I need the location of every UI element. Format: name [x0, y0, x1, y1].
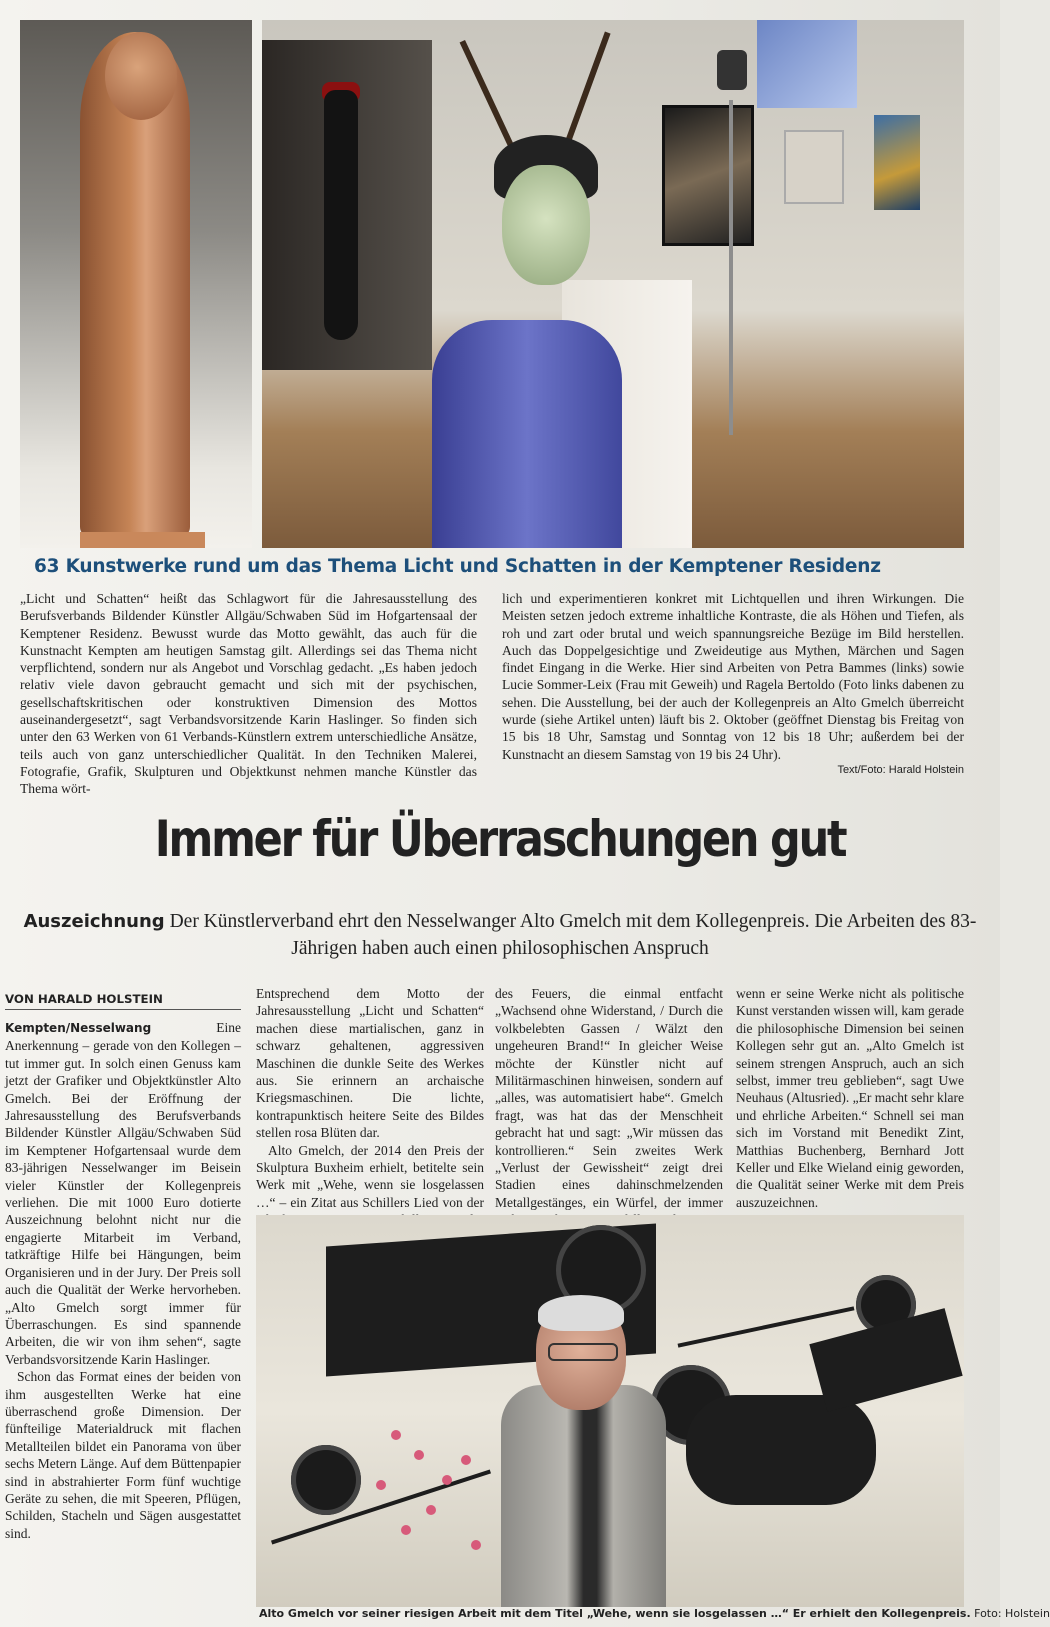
- blossom: [426, 1505, 436, 1515]
- dateline: Kempten/Nesselwang: [5, 1021, 152, 1035]
- photo-caption-bottom-credit: Foto: Holstein: [974, 1607, 1050, 1620]
- blossom: [391, 1430, 401, 1440]
- byline: VON HARALD HOLSTEIN: [5, 992, 241, 1010]
- mural-machine-2: [686, 1395, 876, 1505]
- person-glasses: [548, 1343, 618, 1361]
- blossom: [442, 1475, 452, 1485]
- blossom: [471, 1540, 481, 1550]
- photo-caption-top: 63 Kunstwerke rund um das Thema Licht und Schatten in der Kemptener Residenz: [34, 556, 881, 577]
- paragraph-intro-text: Eine Anerkennung – gerade von den Kollegen – tut immer gut. In solch einen Genuss kam jetzt der Grafiker und Objektkünstler Alto Gmelch. Bei der Eröffnung der Jahresausstellung des Berufsverbands Bildender Künstler Allgäu/Schwaben Süd im Kemptener Hofgartensaal wurde dem 83-jährigen Nesselwanger im Beisein vieler Künstler der Kollegenpreis verliehen. Die mit 1000 Euro dotierte Auszeichnung belohnt nicht nur die engagierte Mitarbeit im Verband, tatkräftige Hilfe bei Hängungen, beim Organisieren und in der Jury. Der Preis soll auch die Qualität der Werke hervorheben. „Alto Gmelch sorgt immer für Überraschungen. Es sind spannende Arbeiten, die wir von ihm sehen“, sagte Verbandsvorsitzende Karin Haslinger.: [5, 1020, 241, 1367]
- paragraph-philosophy: wenn er seine Werke nicht als politische Kunst verstanden wissen will, kam gerade die philosophische Dimension bei seinen Kollegen sehr gut an. „Alto Gmelch ist seinem strengen Anspruch, auch an sich selbst, immer treu geblieben“, sagt Uwe Neuhaus (Altusried). „Er macht sehr klare und ehrliche Arbeiten.“ Schnell sei man sich im Vorstand mit Benedikt Zint, Matthias Buchenberg, Bernhard Jott Keller und Elke Wieland einig geworden, die Qualität seiner Werke mit dem Preis auszuzeichnen.: [736, 986, 964, 1210]
- photo-caption-bottom-text: Alto Gmelch vor seiner riesigen Arbeit mit dem Titel „Wehe, wenn sie losgelassen …“ Er erhielt den Kollegenpreis.: [259, 1607, 971, 1620]
- article-column-3: [495, 985, 723, 1229]
- spotlight-lamp: [717, 50, 747, 90]
- gallery-window: [757, 20, 857, 108]
- sculpture-blue-body: [432, 320, 622, 548]
- painting-faces: [662, 105, 754, 246]
- blossom: [401, 1525, 411, 1535]
- paragraph-intro: [5, 1019, 241, 1368]
- lamp-pole: [729, 100, 733, 435]
- photo-sculpture: [20, 20, 252, 548]
- sculpture-base: [80, 532, 205, 548]
- photo-gmelch-with-artwork: [256, 1215, 964, 1607]
- antler-left: [460, 40, 516, 151]
- paragraph-format: Schon das Format eines der beiden von ihm ausgestellten Werke hat eine überraschend große Dimension. Der fünfteilige Materialdruck mit flachen Metallteilen bildet ein Panorama von über sechs Metern Länge. Auf dem Büttenpapier sind in abstrahierter Form fünf wuchtige Geräte zu sehen, die mit Speeren, Pflügen, Schilden, Stacheln und Sägen ausgestattet sind.: [5, 1369, 241, 1541]
- lead-text-column-1: „Licht und Schatten“ heißt das Schlagwort für die Jahresausstellung des Berufsverbands Bildender Künstler Allgäu/Schwaben Süd im Hofgartensaal der Kemptener Residenz. Bewusst wurde das Motto gewählt, das auch für die Kunstnacht Kempten am heutigen Samstag gilt. Allerdings sei das Thema nicht verpflichtend, sondern nur als Angebot und Vorschlag gedacht. „Es haben jedoch relativ viele davon gebraucht gemacht und sich mit der psychischen, gesellschaftskritischen oder konstruktiven Dimension des Mottos auseinandergesetzt“, sagt Verbandsvorsitzende Karin Haslinger. So finden sich unter den 63 Werken von 61 Verbands-Künstlern extrem unterschiedliche Ansätze, teils auch von ganz unterschiedlicher Qualität. In den Techniken Malerei, Fotografie, Grafik, Skulpturen und Objektkunst nehmen manche Künstler das Thema wört-: [20, 591, 477, 797]
- lead-credit: Text/Foto: Harald Holstein: [837, 764, 964, 776]
- painting-light: [784, 130, 844, 204]
- painting-colorful: [874, 115, 920, 210]
- blossom: [414, 1450, 424, 1460]
- paragraph-schiller: Alto Gmelch, der 2014 den Preis der Skulptura Buxheim erhielt, betitelte sein Werk mit „Wehe, wenn sie losgelassen …“ – ein Zitat aus Schillers Lied von der: [256, 1142, 484, 1210]
- article-subhead-text: Der Künstlerverband ehrt den Nesselwanger Alto Gmelch mit dem Kollegenpreis. Die Arbeiten des 83-Jährigen haben auch einen philosophischen Anspruch: [169, 911, 977, 959]
- antler-right: [562, 32, 610, 152]
- mural-saw: [291, 1445, 361, 1515]
- mural-machine-3: [809, 1308, 962, 1412]
- article-column-1: [5, 1019, 241, 1542]
- photo-gallery: [262, 20, 964, 548]
- blossom: [461, 1455, 471, 1465]
- article-column-4: [736, 985, 964, 1211]
- sculpture-face-green: [502, 165, 590, 285]
- photo-caption-bottom: [259, 1607, 1050, 1620]
- paragraph-fire: des Feuers, die einmal entfacht „Wachsend ohne Widerstand, / Durch die volkbelebten Gassen / Wälzt den ungeheuren Brand!“ In gleicher Weise möchte der Künstler nicht auf Militärmaschinen hinweisen, sondern auf „alles, was automatisiert habe“. Gmelch fragt, was hat das der Menschheit gebracht hat und sagt: „Wir müssen das kontrollieren.“ Sein zweites Werk „Verlust der Gewissheit“ zeigt drei Stadien eines dahinschmelzenden Metallgestänges, ein Würfel, der immer: [495, 986, 723, 1210]
- person-hair: [538, 1295, 624, 1331]
- article-column-2: [256, 985, 484, 1246]
- article-kicker: Auszeichnung: [23, 911, 165, 932]
- lead-text-column-2: lich und experimentieren konkret mit Lichtquellen und ihren Wirkungen. Die Meisten setzen jedoch extreme inhaltliche Kontraste, die als Höhen und Tiefen, als roh und zart oder brutal und weich spannungsreiche Bezüge im Bild herstellen. Auch das Doppelgesichtige und Zweideutige aus Mythen, Märchen und Sagen findet Eingang in die Werke. Hier sind Arbeiten von Petra Bammes (links) sowie Lucie Sommer-Leix (Frau mit Geweih) und Ragela Bertoldo (Foto links dabenen zu sehen. Die Ausstellung, bei der auch der Kollegenpreis an Alto Gmelch überreicht wurde (siehe Artikel unten) läuft bis 2. Oktober (geöffnet Dienstag bis Freitag von 15 bis 18 Uhr, Samstag und Sonntag von 12 bis 18 Uhr; außerdem bei der Kunstnacht an diesem Samstag von 19 bis 24 Uhr).: [502, 591, 964, 762]
- blossom: [376, 1480, 386, 1490]
- black-form-sculpture: [324, 90, 358, 340]
- person-body: [501, 1385, 666, 1607]
- paragraph-motto: Entsprechend dem Motto der Jahresausstellung „Licht und Schatten“ machen diese martialischen, ganz in schwarz gehaltenen, aggressiven Maschinen die dunkle Seite des Werkes aus. Sie erinnern an archaische Kriegsmaschinen. Die lichte, kontrapunktisch heitere Seite des Bildes stellen rosa Blüten dar.: [256, 986, 484, 1141]
- article-subhead: [0, 908, 1000, 962]
- article-headline: Immer für Überraschungen gut: [154, 810, 846, 868]
- sculpture-head: [105, 32, 177, 120]
